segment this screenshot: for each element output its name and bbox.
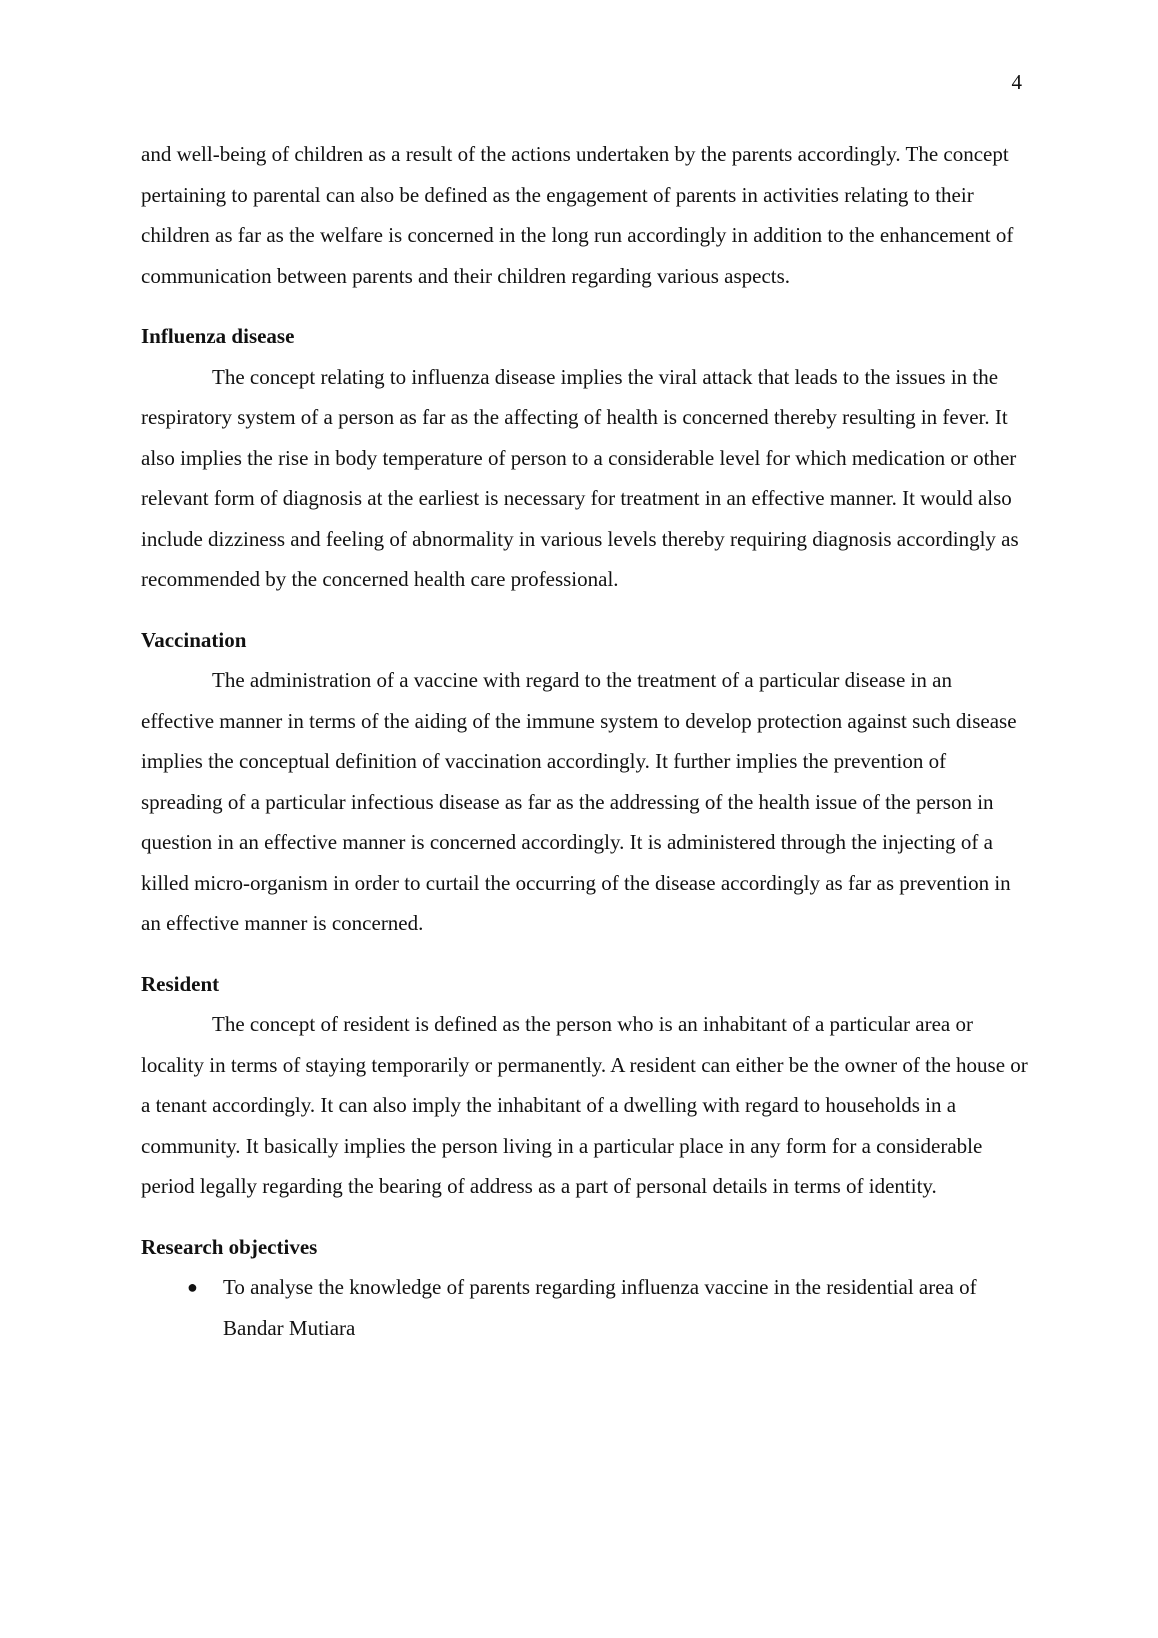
section-paragraph-vaccination: The administration of a vaccine with regard to the treatment of a particular disease in an effective manner in terms of the aiding of the immune system to develop protection against such disease implies the conceptual definition of vaccination accordingly. It further implies the prevention of spreading of a particular infectious disease as far as the addressing of the health issue of the person in question in an effective manner is concerned accordingly. It is administered through the injecting of a killed micro-organism in order to curtail the occurring of the disease accordingly as far as prevention in an effective manner is concerned. bbox=[141, 668, 1017, 935]
objectives-heading: Research objectives bbox=[141, 1234, 318, 1259]
list-item bbox=[141, 1267, 1029, 1348]
bullet-icon: ● bbox=[187, 1277, 198, 1297]
page-number: 4 bbox=[1011, 70, 1022, 94]
document-body bbox=[141, 134, 1029, 1348]
section-paragraph-influenza: The concept relating to influenza disease implies the viral attack that leads to the issues in the respiratory system of a person as far as the affecting of health is concerned thereby resulting in fever. It also implies the rise in body temperature of person to a considerable level for which medication or other relevant form of diagnosis at the earliest is necessary for treatment in an effective manner. It would also include dizziness and feeling of abnormality in various levels thereby requiring diagnosis accordingly as recommended by the concerned health care professional. bbox=[141, 364, 1019, 591]
section-paragraph-resident: The concept of resident is defined as the person who is an inhabitant of a particular area or locality in terms of staying temporarily or permanently. A resident can either be the owner of the house or a tenant accordingly. It can also imply the inhabitant of a dwelling with regard to households in a community. It basically implies the person living in a particular place in any form for a considerable period legally regarding the bearing of address as a part of personal details in terms of identity. bbox=[141, 1012, 1028, 1198]
objective-text: To analyse the knowledge of parents regarding influenza vaccine in the residential area of Bandar Mutiara bbox=[223, 1275, 977, 1340]
section-heading-vaccination: Vaccination bbox=[141, 627, 247, 652]
intro-paragraph: and well-being of children as a result of the actions undertaken by the parents accordingly. The concept pertaining to parental can also be defined as the engagement of parents in activities relating to their children as far as the welfare is concerned in the long run accordingly in addition to the enhancement of communication between parents and their children regarding various aspects. bbox=[141, 142, 1014, 288]
section-heading-resident: Resident bbox=[141, 971, 220, 996]
objectives-list bbox=[141, 1267, 1029, 1348]
section-heading-influenza: Influenza disease bbox=[141, 324, 295, 348]
